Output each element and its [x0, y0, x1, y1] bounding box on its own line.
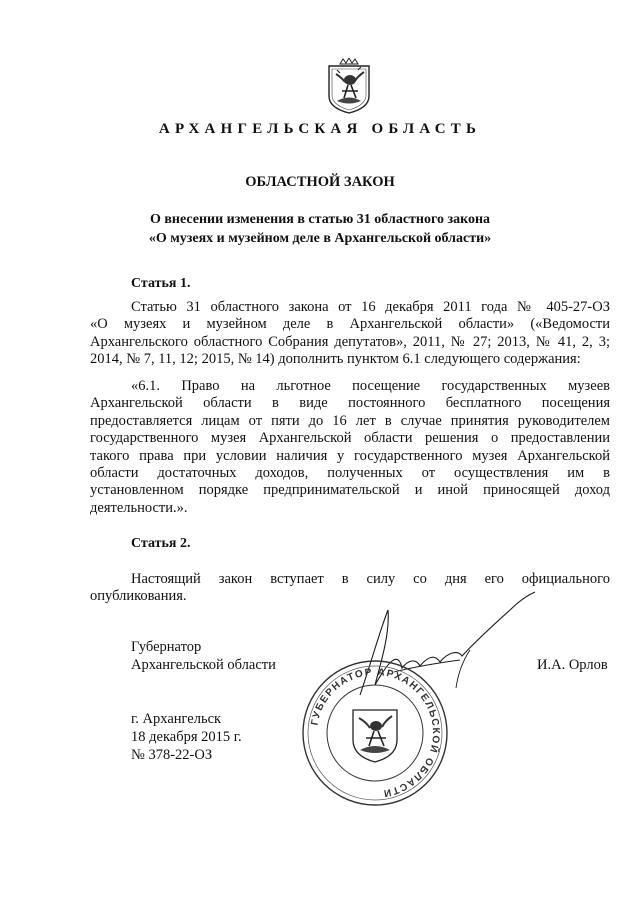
text-line: области достаточных доходов, полученных от осуществления им в: [90, 465, 610, 482]
law-type: ОБЛАСТНОЙ ЗАКОН: [245, 174, 395, 190]
article-1-paragraph-2: [90, 378, 610, 517]
article-1-heading: Статья 1.: [131, 276, 191, 291]
text-line: «6.1. Право на льготное посещение государственных музеев: [131, 378, 610, 394]
law-date: 18 декабря 2015 г.: [131, 729, 242, 745]
text-line: деятельности.».: [90, 499, 188, 516]
signatory-title: Губернатор: [131, 639, 202, 655]
signatory-position: [131, 638, 276, 674]
article-1-paragraph-1: [90, 299, 610, 369]
text-line: «О музеях и музейном деле в Архангельской области» («Ведомости: [90, 316, 610, 333]
document-footer: [131, 710, 242, 764]
article-2-heading: Статья 2.: [131, 536, 191, 551]
seal-text: ГУБЕРНАТОР АРХАНГЕЛЬСКОЙ ОБЛАСТИ: [309, 666, 442, 799]
text-line: Архангельского областного Собрания депутатов», 2011, № 27; 2013, № 41, 2, 3;: [90, 333, 610, 350]
law-title-line: «О музеях и музейном деле в Архангельской области»: [148, 231, 492, 246]
text-line: 2014, № 7, 11, 12; 2015, № 14) дополнить пунктом 6.1 следующего содержания:: [90, 351, 581, 368]
coat-of-arms-icon: [327, 58, 371, 114]
signatory-region: Архангельской области: [131, 657, 276, 673]
text-line: установленном порядке предпринимательской и иной приносящей доход: [90, 482, 610, 499]
law-number: № 378-22-ОЗ: [131, 747, 213, 763]
law-title: [0, 210, 640, 248]
text-line: государственного музея Архангельской области решения о предоставлении: [90, 430, 610, 447]
text-line: Статью 31 областного закона от 16 декабря 2011 года № 405-27-ОЗ: [131, 299, 610, 315]
text-line: Архангельской области в виде постоянного бесплатного посещения: [90, 395, 610, 412]
place: г. Архангельск: [131, 711, 222, 727]
region-name: АРХАНГЕЛЬСКАЯ ОБЛАСТЬ: [158, 121, 482, 137]
law-title-line: О внесении изменения в статью 31 областного закона: [149, 212, 491, 227]
official-seal: [300, 658, 450, 808]
signatory-name: И.А. Орлов: [537, 657, 608, 673]
text-line: предоставляется лицам от пяти до 16 лет в случае принятия руководителем: [90, 412, 610, 429]
text-line: Настоящий закон вступает в силу со дня его официального: [131, 571, 610, 587]
text-line: опубликования.: [90, 588, 187, 605]
text-line: такого права при условии наличия у государственного музея Архангельской: [90, 447, 610, 464]
